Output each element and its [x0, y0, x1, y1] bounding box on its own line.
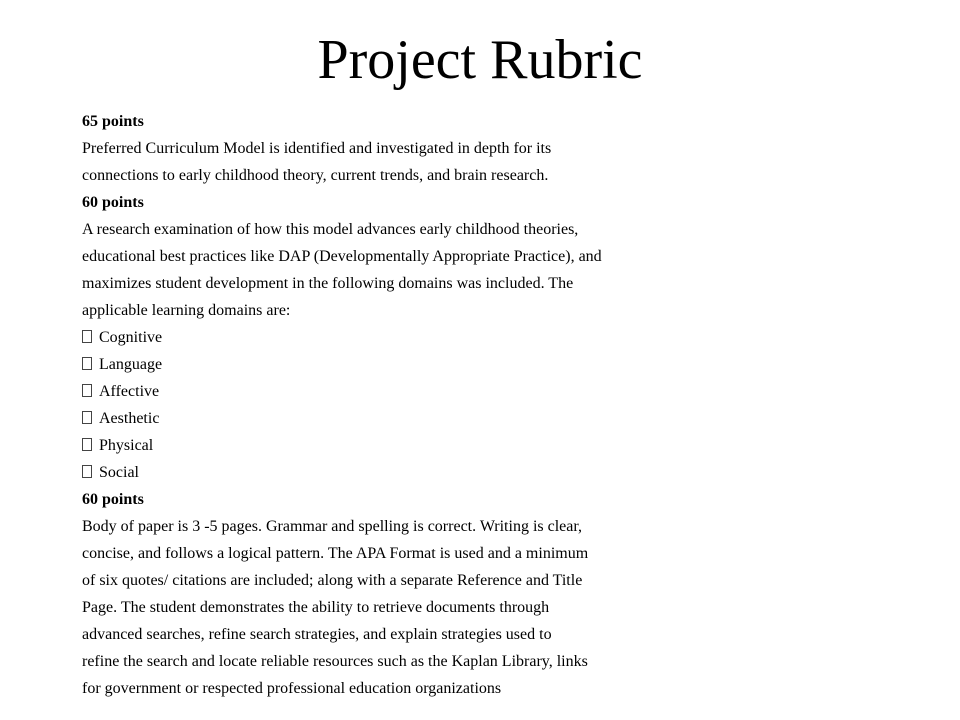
- section-3-line-4: Page. The student demonstrates the ability to retrieve documents through: [82, 599, 550, 616]
- section-3-line-1: Body of paper is 3 -5 pages. Grammar and spelling is correct. Writing is clear,: [82, 518, 583, 535]
- domain-bullet-label: Language: [99, 356, 163, 373]
- domain-bullet-label: Cognitive: [99, 329, 163, 346]
- missing-glyph-box-icon: [82, 384, 92, 397]
- section-3-line-7: for government or respected professional education organizations: [82, 680, 502, 697]
- domain-bullet-item: [82, 459, 942, 486]
- section-3-line-5: advanced searches, refine search strategies, and explain strategies used to: [82, 626, 552, 643]
- section-2-line-4: applicable learning domains are:: [82, 302, 291, 319]
- domain-bullet-item: [82, 432, 942, 459]
- missing-glyph-box-icon: [82, 438, 92, 451]
- domain-bullet-label: Social: [99, 464, 139, 481]
- section-2-line-1: A research examination of how this model advances early childhood theories,: [82, 221, 579, 238]
- domain-bullet-item: [82, 351, 942, 378]
- domain-bullet-item: [82, 405, 942, 432]
- section-3-line-2: concise, and follows a logical pattern. The APA Format is used and a minimum: [82, 545, 589, 562]
- slide-title: Project Rubric: [317, 29, 643, 91]
- section-2-points: 60 points: [82, 194, 144, 211]
- missing-glyph-box-icon: [82, 411, 92, 424]
- rubric-body: [82, 108, 942, 702]
- section-3-line-6: refine the search and locate reliable resources such as the Kaplan Library, links: [82, 653, 588, 670]
- section-1-line-1: Preferred Curriculum Model is identified and investigated in depth for its: [82, 140, 552, 157]
- section-1-line-2: connections to early childhood theory, current trends, and brain research.: [82, 167, 549, 184]
- section-1-points: 65 points: [82, 113, 144, 130]
- section-2-line-3: maximizes student development in the following domains was included. The: [82, 275, 574, 292]
- domain-bullet-label: Physical: [99, 437, 154, 454]
- section-3-line-3: of six quotes/ citations are included; along with a separate Reference and Title: [82, 572, 583, 589]
- domain-bullet-item: [82, 324, 942, 351]
- missing-glyph-box-icon: [82, 465, 92, 478]
- missing-glyph-box-icon: [82, 357, 92, 370]
- domain-bullet-label: Affective: [99, 383, 160, 400]
- domain-bullet-label: Aesthetic: [99, 410, 160, 427]
- missing-glyph-box-icon: [82, 330, 92, 343]
- section-3-points: 60 points: [82, 491, 144, 508]
- section-2-line-2: educational best practices like DAP (Developmentally Appropriate Practice), and: [82, 248, 602, 265]
- domain-bullet-item: [82, 378, 942, 405]
